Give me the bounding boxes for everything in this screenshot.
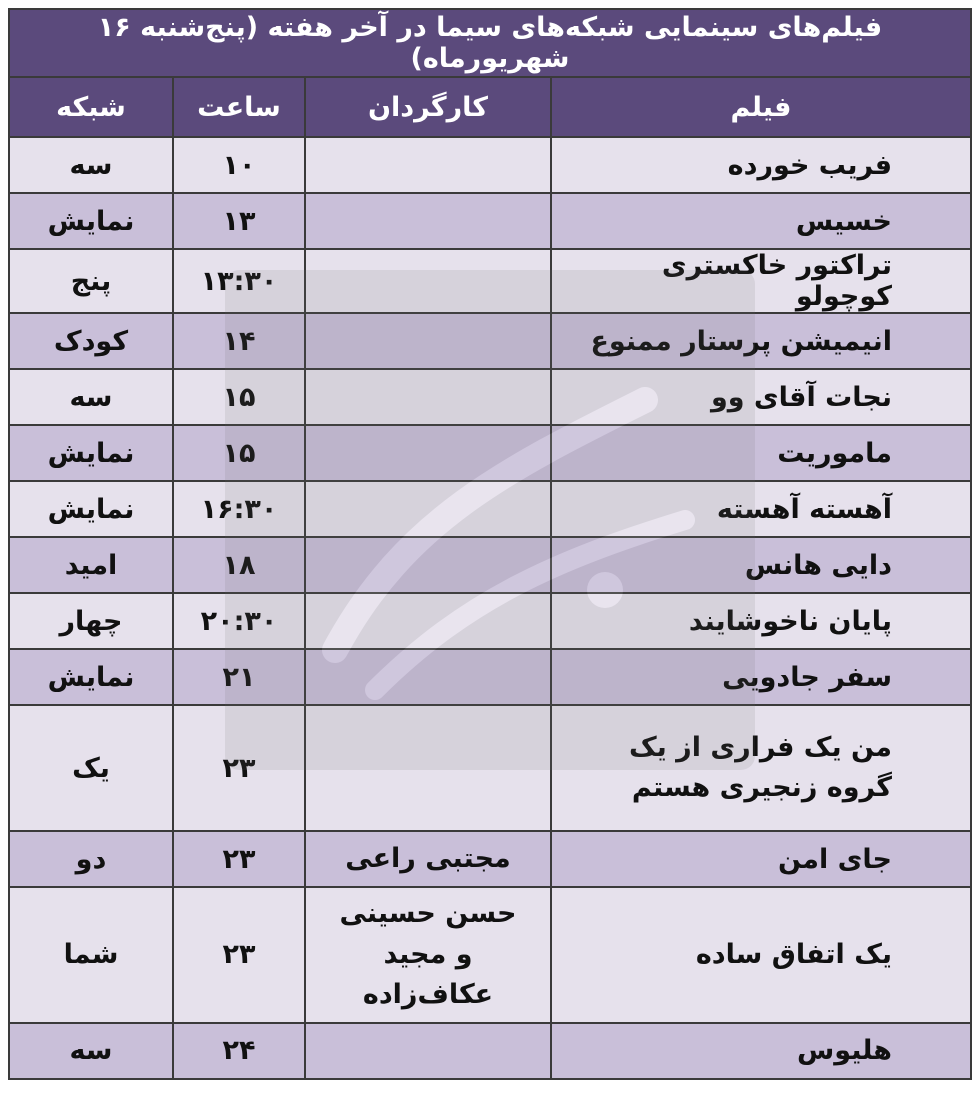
film-cell: آهسته آهسته xyxy=(551,481,971,537)
director-cell: حسن حسینی و مجید عکاف‌زاده xyxy=(305,887,551,1023)
director-cell xyxy=(305,313,551,369)
channel-cell: کودک xyxy=(9,313,173,369)
table-row xyxy=(9,831,971,887)
header-row xyxy=(9,77,971,137)
table-row xyxy=(9,481,971,537)
time-cell: ۲۳ xyxy=(173,705,305,831)
time-cell: ۱۰ xyxy=(173,137,305,193)
channel-cell: پنج xyxy=(9,249,173,313)
schedule-frame xyxy=(8,8,970,1080)
director-cell xyxy=(305,369,551,425)
channel-cell: دو xyxy=(9,831,173,887)
header-time: ساعت xyxy=(173,77,305,137)
time-cell: ۱۳:۳۰ xyxy=(173,249,305,313)
channel-cell: سه xyxy=(9,137,173,193)
time-cell: ۱۳ xyxy=(173,193,305,249)
director-cell xyxy=(305,649,551,705)
film-cell: پایان ناخوشایند xyxy=(551,593,971,649)
film-cell: یک اتفاق ساده xyxy=(551,887,971,1023)
channel-cell: امید xyxy=(9,537,173,593)
table-row xyxy=(9,705,971,831)
channel-cell: نمایش xyxy=(9,425,173,481)
director-cell xyxy=(305,425,551,481)
table-row xyxy=(9,313,971,369)
time-cell: ۱۵ xyxy=(173,425,305,481)
time-cell: ۲۳ xyxy=(173,831,305,887)
time-cell: ۱۵ xyxy=(173,369,305,425)
film-cell: فریب خورده xyxy=(551,137,971,193)
time-cell: ۲۰:۳۰ xyxy=(173,593,305,649)
time-cell: ۱۶:۳۰ xyxy=(173,481,305,537)
channel-cell: نمایش xyxy=(9,193,173,249)
film-cell: ماموریت xyxy=(551,425,971,481)
time-cell: ۱۴ xyxy=(173,313,305,369)
film-cell: انیمیشن پرستار ممنوع xyxy=(551,313,971,369)
table-title: فیلم‌های سینمایی شبکه‌های سیما در آخر هفته (پنج‌شنبه ۱۶ شهریورماه) xyxy=(9,9,971,77)
film-cell: نجات آقای وو xyxy=(551,369,971,425)
header-film: فیلم xyxy=(551,77,971,137)
channel-cell: یک xyxy=(9,705,173,831)
director-cell xyxy=(305,137,551,193)
film-cell: دایی هانس xyxy=(551,537,971,593)
table-row xyxy=(9,887,971,1023)
film-cell: من یک فراری از یک گروه زنجیری هستم xyxy=(551,705,971,831)
director-cell: مجتبی راعی xyxy=(305,831,551,887)
table-row xyxy=(9,593,971,649)
film-cell: هلیوس xyxy=(551,1023,971,1079)
header-director: کارگردان xyxy=(305,77,551,137)
header-channel: شبکه xyxy=(9,77,173,137)
film-cell: سفر جادویی xyxy=(551,649,971,705)
table-row xyxy=(9,1023,971,1079)
channel-cell: شما xyxy=(9,887,173,1023)
time-cell: ۱۸ xyxy=(173,537,305,593)
film-cell: خسیس xyxy=(551,193,971,249)
channel-cell: سه xyxy=(9,1023,173,1079)
channel-cell: نمایش xyxy=(9,481,173,537)
title-row xyxy=(9,9,971,77)
director-cell xyxy=(305,249,551,313)
time-cell: ۲۳ xyxy=(173,887,305,1023)
director-cell xyxy=(305,481,551,537)
film-cell: تراکتور خاکستری کوچولو xyxy=(551,249,971,313)
time-cell: ۲۱ xyxy=(173,649,305,705)
channel-cell: چهار xyxy=(9,593,173,649)
table-row xyxy=(9,193,971,249)
table-row xyxy=(9,369,971,425)
channel-cell: نمایش xyxy=(9,649,173,705)
table-row xyxy=(9,137,971,193)
director-cell xyxy=(305,1023,551,1079)
director-cell xyxy=(305,705,551,831)
director-cell xyxy=(305,537,551,593)
table-row xyxy=(9,537,971,593)
time-cell: ۲۴ xyxy=(173,1023,305,1079)
director-cell xyxy=(305,193,551,249)
film-cell: جای امن xyxy=(551,831,971,887)
channel-cell: سه xyxy=(9,369,173,425)
table-row xyxy=(9,649,971,705)
film-schedule-table xyxy=(8,8,972,1080)
table-row xyxy=(9,249,971,313)
director-cell xyxy=(305,593,551,649)
table-row xyxy=(9,425,971,481)
